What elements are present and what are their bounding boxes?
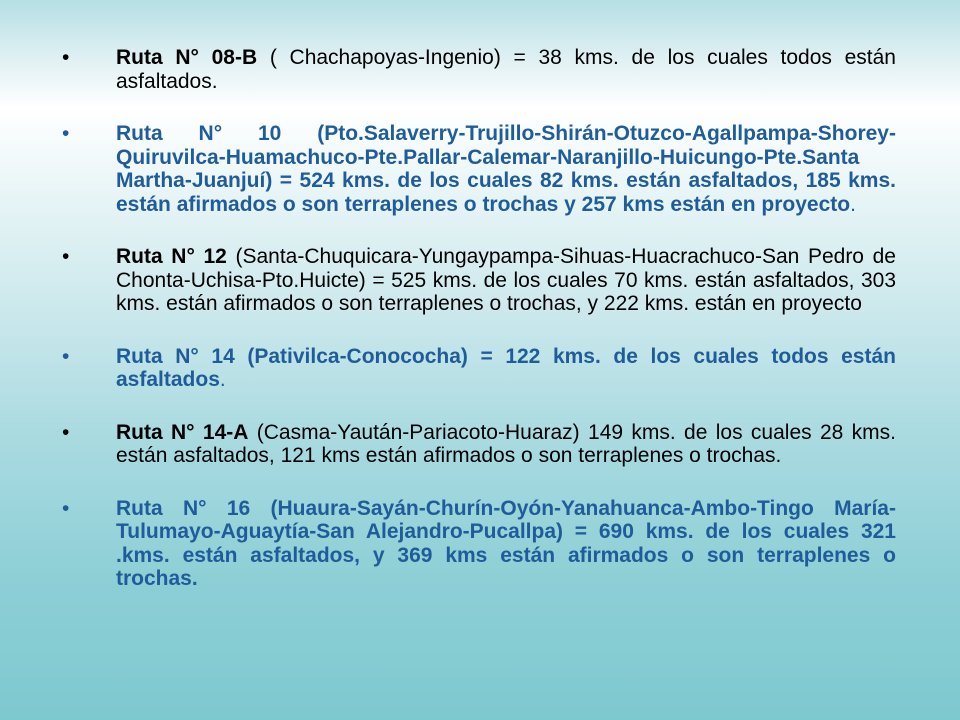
bullet-icon: • [62, 496, 70, 520]
route-tail: . [219, 368, 226, 391]
route-description: (Casma-Yaután-Pariacoto-Huaraz) 149 kms. de los cuales 28 kms. están asfaltados, 121 kms están afirmados o son terraplenes o trochas. [116, 420, 897, 467]
route-label: Ruta N° 12 [116, 245, 227, 268]
bullet-icon: • [62, 245, 70, 268]
bullet-icon: • [62, 420, 70, 444]
bullet-icon: • [62, 46, 70, 69]
route-description: (Pativilca-Conococha) = 122 kms. de los cuales todos están asfaltados [116, 344, 896, 391]
bullet-item-ruta-12 [0, 245, 960, 316]
route-label: Ruta N° 10 [116, 122, 282, 145]
slide-content [0, 46, 960, 591]
route-tail: . [850, 192, 856, 216]
route-description: (Huaura-Sayán-Churín-Oyón-Yanahuanca-Ambo-Tingo María-Tulumayo-Aguaytía-San Alejandro-Pucallpa) = 690 kms. de los cuales 321 .kms. están asfaltados, y 369 kms están afirmados o son terraplenes o trochas. [116, 496, 896, 590]
bullet-item-ruta-08b [0, 46, 960, 93]
bullet-icon: • [62, 344, 70, 368]
bullet-icon: • [62, 122, 70, 145]
bullet-item-ruta-14 [0, 345, 960, 392]
route-description: (Pto.Salaverry-Trujillo-Shirán-Otuzco-Agallpampa-Shorey-Quiruvilca-Huamachuco-Pte.Pallar-Calemar-Naranjillo-Huicungo-Pte.Santa Martha-Juanjuí) = 524 kms. de los cuales 82 kms. están asfaltados, 185 kms. están afirmados o son terraplenes o trochas y 257 kms están en proyecto [116, 122, 896, 216]
route-label: Ruta N° 08-B [116, 46, 258, 69]
route-label: Ruta N° 14-A [116, 420, 249, 444]
route-description: (Santa-Chuquicara-Yungaypampa-Sihuas-Huacrachuco-San Pedro de Chonta-Uchisa-Pto.Huicte) = 525 kms. de los cuales 70 kms. están asfaltados, 303 kms. están afirmados o son terraplenes o trochas, y 222 kms. están en proyecto [116, 245, 896, 315]
route-label: Ruta N° 16 [116, 496, 251, 520]
route-description: ( Chachapoyas-Ingenio) = 38 kms. de los cuales todos están asfaltados. [116, 46, 896, 93]
bullet-item-ruta-14a [0, 421, 960, 468]
route-label: Ruta N° 14 [116, 344, 235, 368]
bullet-item-ruta-16 [0, 497, 960, 591]
bullet-item-ruta-10 [0, 122, 960, 216]
